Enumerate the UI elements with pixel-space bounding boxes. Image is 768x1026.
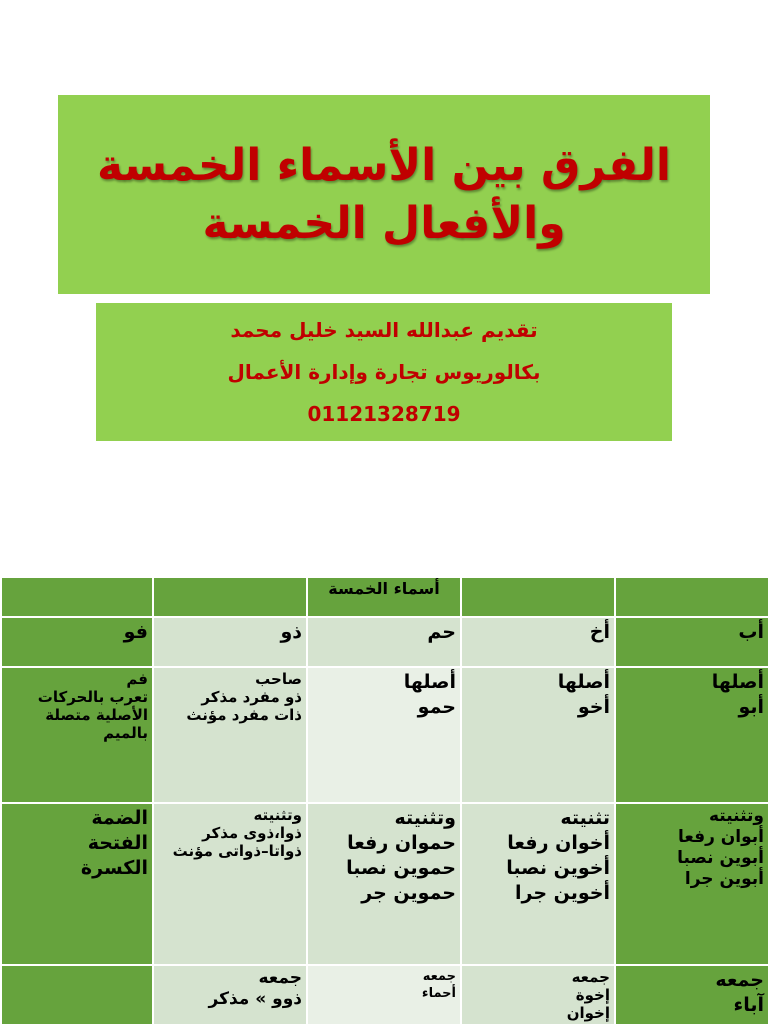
table-header: أسماء الخمسة: [307, 577, 461, 617]
cell-plural-fu: [1, 965, 153, 1025]
title-line-1: الفرق بين الأسماء الخمسة: [97, 139, 671, 191]
header-cell-2: [461, 577, 615, 617]
title-box: [58, 95, 710, 294]
cell-plural-dhu: جمعه ذوو » مذكر: [153, 965, 307, 1025]
header-cell-5: [1, 577, 153, 617]
cell-dual-akh: تثنيته أخوان رفعا أخوين نصبا أخوين جرا: [461, 803, 615, 965]
cell-plural-ham: جمعه أحماء: [307, 965, 461, 1025]
cell-plural-ab: جمعه آباء: [615, 965, 768, 1025]
header-cell-4: [153, 577, 307, 617]
cell-dual-ham: وتثنيته حموان رفعا حموين نصبا حموين جر: [307, 803, 461, 965]
cell-name-fu: فو: [1, 617, 153, 667]
table-row: [1, 965, 768, 1025]
cell-dual-dhu: وتثنيته ذوا،ذوى مذكر ذواتا–ذواتى مؤنث: [153, 803, 307, 965]
cell-origin-akh: أصلها أخو: [461, 667, 615, 803]
cell-name-dhu: ذو: [153, 617, 307, 667]
cell-name-akh: أخ: [461, 617, 615, 667]
cell-origin-ab: أصلها أبو: [615, 667, 768, 803]
presenter-phone: 01121328719: [307, 402, 461, 426]
cell-origin-fu: فم تعرب بالحركات الأصلية متصلة بالميم: [1, 667, 153, 803]
cell-name-ham: حم: [307, 617, 461, 667]
presenter-name: تقديم عبدالله السيد خليل محمد: [230, 318, 538, 342]
subtitle-box: [96, 303, 672, 441]
cell-dual-fu: الضمة الفتحة الكسرة: [1, 803, 153, 965]
presenter-degree: بكالوريوس تجارة وإدارة الأعمال: [227, 360, 541, 384]
title-line-2: والأفعال الخمسة: [202, 197, 566, 249]
cell-origin-ham: أصلها حمو: [307, 667, 461, 803]
table-row: [1, 617, 768, 667]
cell-origin-dhu: صاحب ذو مفرد مذكر ذات مفرد مؤنث: [153, 667, 307, 803]
table-header-row: [1, 577, 768, 617]
cell-plural-akh: جمعه إخوة إخوان: [461, 965, 615, 1025]
cell-dual-ab: وتثنيته أبوان رفعا أبوين نصبا أبوين جرا: [615, 803, 768, 965]
five-nouns-table: [0, 576, 768, 1026]
cell-name-ab: أب: [615, 617, 768, 667]
header-cell-1: [615, 577, 768, 617]
table-row: [1, 667, 768, 803]
table-row: [1, 803, 768, 965]
